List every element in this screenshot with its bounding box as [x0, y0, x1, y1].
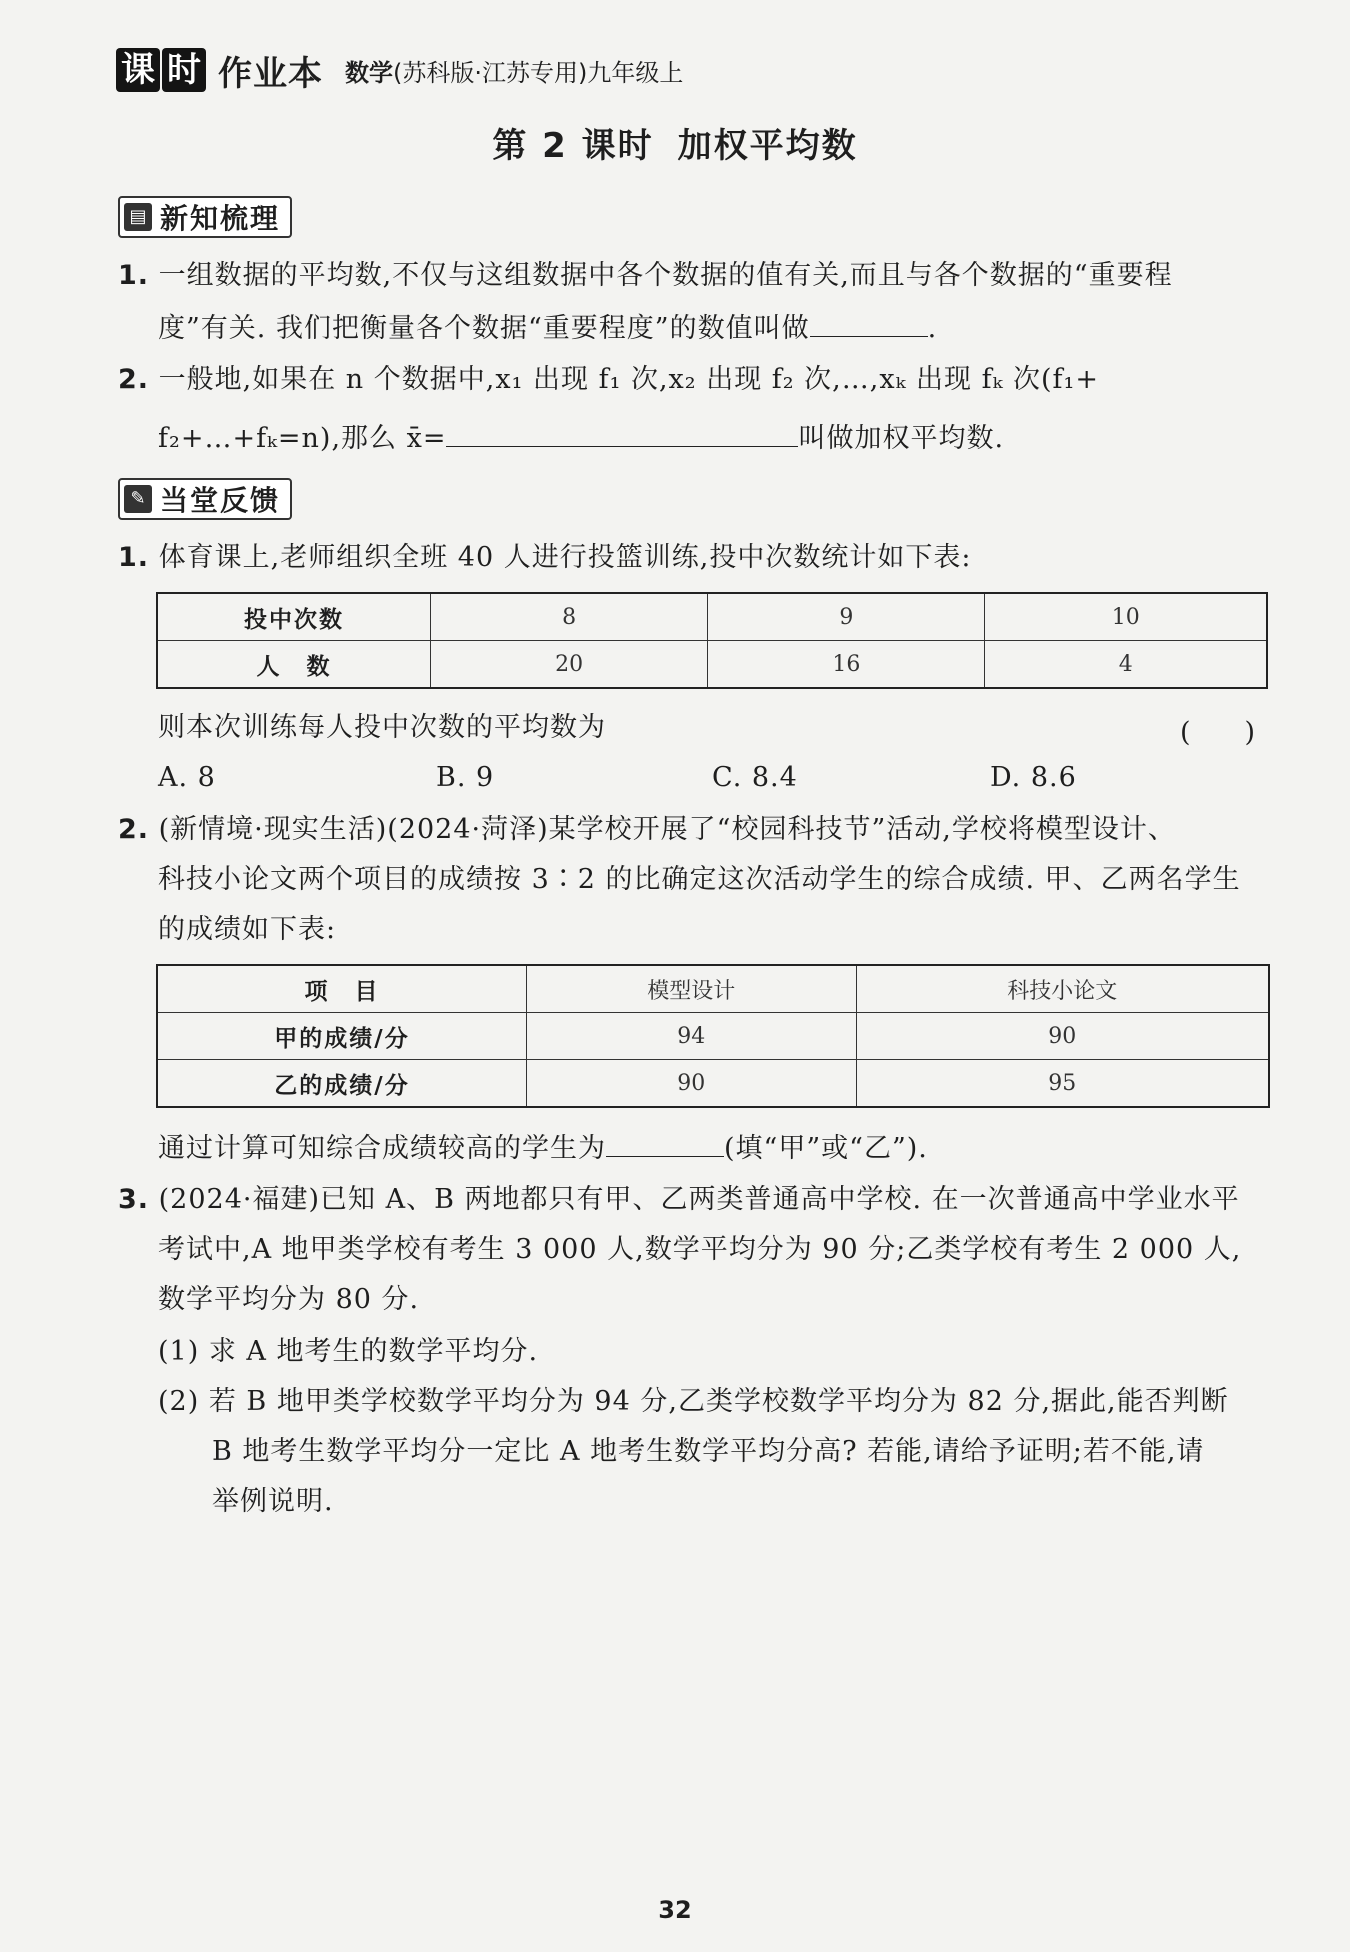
- q3-sub2-line2: B 地考生数学平均分一定比 A 地考生数学平均分高? 若能,请给予证明;若不能,请: [212, 1436, 1205, 1467]
- section-title: 新知梳理: [160, 202, 281, 235]
- q3-sub2-line3: 举例说明.: [212, 1486, 334, 1517]
- table-cell: 8: [431, 593, 708, 641]
- option-b[interactable]: B. 9: [436, 762, 495, 793]
- answer-blank[interactable]: [606, 1130, 724, 1157]
- item-text: .: [927, 313, 938, 344]
- question-text: 通过计算可知综合成绩较高的学生为: [158, 1133, 606, 1164]
- table-header-cell: 模型设计: [527, 965, 857, 1013]
- option-a[interactable]: A. 8: [158, 762, 216, 793]
- question-number: 1.: [118, 542, 150, 573]
- page-header: [116, 44, 683, 96]
- question-text: (填“甲”或“乙”).: [724, 1133, 928, 1164]
- s1-item2-line2: [158, 420, 1004, 457]
- item-number: 2.: [118, 364, 150, 395]
- item-text: f₂+…+fₖ=n),那么 x̄=: [158, 423, 447, 454]
- q2-line3: 的成绩如下表:: [158, 914, 337, 945]
- answer-blank[interactable]: [810, 310, 928, 337]
- table-header-cell: 投中次数: [157, 593, 431, 641]
- item-text: 一组数据的平均数,不仅与这组数据中各个数据的值有关,而且与各个数据的“重要程: [158, 260, 1173, 291]
- table-header-cell: 乙的成绩/分: [157, 1060, 527, 1108]
- item-number: 1.: [118, 260, 150, 291]
- edition-label: (苏科版·江苏专用)九年级上: [393, 58, 684, 87]
- table-cell: 90: [527, 1060, 857, 1108]
- question-text: 体育课上,老师组织全班 40 人进行投篮训练,投中次数统计如下表:: [158, 542, 972, 573]
- subject-label: 数学: [345, 58, 393, 87]
- logo-char-1: 课: [116, 48, 160, 92]
- lesson-topic: 加权平均数: [677, 126, 858, 166]
- table-header-cell: 人 数: [157, 641, 431, 689]
- book-subtitle: [345, 53, 683, 88]
- table-cell: 95: [856, 1060, 1269, 1108]
- shots-table: [156, 592, 1268, 689]
- s1-item2-line1: [118, 362, 1099, 398]
- s1-item1-line2: [158, 310, 937, 347]
- answer-parentheses[interactable]: ( ): [1180, 717, 1256, 748]
- q3-line3: 数学平均分为 80 分.: [158, 1284, 420, 1315]
- table-cell: 4: [985, 641, 1267, 689]
- question-text: (新情境·现实生活)(2024·菏泽)某学校开展了“校园科技节”活动,学校将模型设计、: [158, 814, 1176, 845]
- q3-line2: 考试中,A 地甲类学校有考生 3 000 人,数学平均分为 90 分;乙类学校有考生 2 000 人,: [158, 1234, 1242, 1265]
- table-row: [157, 965, 1269, 1013]
- q3-line1: [118, 1182, 1240, 1218]
- item-text: 叫做加权平均数.: [798, 423, 1005, 454]
- q2-line2: 科技小论文两个项目的成绩按 3∶2 的比确定这次活动学生的综合成绩. 甲、乙两名学生: [158, 864, 1241, 895]
- q3-sub1: (1) 求 A 地考生的数学平均分.: [158, 1336, 539, 1367]
- brand-logo: [116, 48, 208, 92]
- section-title: 当堂反馈: [160, 484, 281, 517]
- question-number: 2.: [118, 814, 150, 845]
- lesson-title: [0, 118, 1350, 167]
- table-row: [157, 593, 1267, 641]
- pencil-icon: ✎: [124, 485, 152, 513]
- table-cell: 90: [856, 1013, 1269, 1060]
- table-header-cell: 甲的成绩/分: [157, 1013, 527, 1060]
- logo-char-2: 时: [162, 48, 206, 92]
- table-cell: 9: [708, 593, 985, 641]
- table-row: [157, 1060, 1269, 1108]
- table-row: [157, 641, 1267, 689]
- answer-blank[interactable]: [446, 420, 798, 447]
- table-header-cell: 科技小论文: [856, 965, 1269, 1013]
- s1-item1-line1: [118, 258, 1173, 294]
- q2-line1: [118, 812, 1176, 848]
- option-d[interactable]: D. 8.6: [990, 762, 1077, 793]
- scores-table: [156, 964, 1270, 1108]
- table-cell: 20: [431, 641, 708, 689]
- table-cell: 94: [527, 1013, 857, 1060]
- lesson-number: 第 2 课时: [492, 126, 654, 166]
- q3-sub2-line1: (2) 若 B 地甲类学校数学平均分为 94 分,乙类学校数学平均分为 82 分,据此,能否判断: [158, 1386, 1229, 1417]
- q1-text: [118, 540, 971, 576]
- q1-question: 则本次训练每人投中次数的平均数为: [158, 712, 606, 743]
- q2-fill: [158, 1130, 928, 1167]
- page-number: 32: [658, 1896, 692, 1924]
- section-label-feedback: [118, 478, 292, 520]
- table-cell: 16: [708, 641, 985, 689]
- book-icon: ▤: [124, 203, 152, 231]
- question-text: (2024·福建)已知 A、B 两地都只有甲、乙两类普通高中学校. 在一次普通高中学业水平: [158, 1184, 1240, 1215]
- table-header-cell: 项 目: [157, 965, 527, 1013]
- item-text: 一般地,如果在 n 个数据中,x₁ 出现 f₁ 次,x₂ 出现 f₂ 次,…,xₖ 出现 fₖ 次(f₁+: [158, 364, 1099, 395]
- option-c[interactable]: C. 8.4: [712, 762, 798, 793]
- item-text: 度”有关. 我们把衡量各个数据“重要程度”的数值叫做: [158, 313, 810, 344]
- brand-name: 作业本: [218, 53, 323, 94]
- table-row: [157, 1013, 1269, 1060]
- section-label-new-knowledge: [118, 196, 292, 238]
- table-cell: 10: [985, 593, 1267, 641]
- question-number: 3.: [118, 1184, 150, 1215]
